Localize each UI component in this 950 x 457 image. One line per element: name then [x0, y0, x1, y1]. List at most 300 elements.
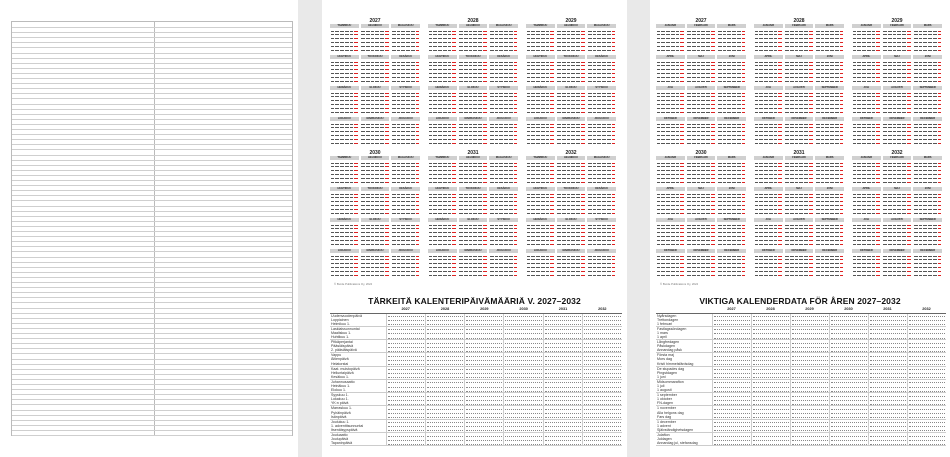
day-row-mark — [340, 102, 344, 105]
day-row-mark — [567, 176, 571, 179]
day-row-mark — [345, 269, 349, 272]
day-row-mark — [495, 226, 499, 229]
day-row-mark — [397, 210, 401, 213]
day-row-mark — [550, 207, 554, 210]
day-row-mark — [597, 269, 601, 272]
day-row-mark — [701, 29, 705, 32]
day-row-mark — [835, 140, 839, 143]
day-row-mark — [666, 137, 670, 140]
day-row-mark — [657, 133, 661, 136]
day-row-mark — [464, 241, 468, 244]
day-row-mark — [331, 257, 335, 260]
day-row-mark — [536, 257, 540, 260]
day-row-mark — [593, 234, 597, 237]
day-row-mark — [438, 210, 442, 213]
day-row-mark — [809, 94, 813, 97]
day-row-mark — [438, 269, 442, 272]
day-row-mark — [759, 63, 763, 66]
day-row-mark — [830, 75, 834, 78]
day-row-mark — [469, 36, 473, 39]
day-row-mark — [340, 234, 344, 237]
day-row-mark — [914, 140, 918, 143]
day-row-mark — [504, 192, 508, 195]
day-row-mark — [676, 106, 680, 109]
day-row-mark — [438, 161, 442, 164]
day-row-mark — [469, 125, 473, 128]
day-row-mark — [371, 226, 375, 229]
day-row-mark — [876, 36, 880, 39]
day-row-mark — [657, 261, 661, 264]
day-row-mark — [478, 226, 482, 229]
day-row-mark — [366, 226, 370, 229]
day-row-mark — [401, 257, 405, 260]
month-name: TAMMIKUU — [330, 156, 359, 160]
day-row-mark — [562, 78, 566, 81]
day-row-mark — [816, 98, 820, 101]
day-row-mark — [509, 223, 513, 226]
day-row-mark — [469, 67, 473, 70]
day-row-mark — [680, 94, 684, 97]
day-row-mark — [612, 40, 616, 43]
day-row-mark — [612, 44, 616, 47]
day-row-mark — [567, 102, 571, 105]
day-row-mark — [448, 122, 452, 125]
day-row-mark — [478, 257, 482, 260]
day-row-mark — [331, 230, 335, 233]
day-row-mark — [888, 78, 892, 81]
day-row-mark — [438, 32, 442, 35]
day-row-mark — [701, 129, 705, 132]
day-row-mark — [727, 36, 731, 39]
day-row-mark — [593, 179, 597, 182]
day-row-mark — [661, 199, 665, 202]
day-row-mark — [464, 125, 468, 128]
day-row-mark — [795, 40, 799, 43]
day-row-mark — [335, 241, 339, 244]
date-entry-mark — [466, 403, 502, 405]
day-row-mark — [350, 40, 354, 43]
day-row-mark — [361, 176, 365, 179]
day-row-mark — [862, 91, 866, 94]
day-row-mark — [366, 172, 370, 175]
day-row-mark — [790, 91, 794, 94]
day-row-mark — [867, 47, 871, 50]
day-row-mark — [350, 223, 354, 226]
day-row-mark — [331, 91, 335, 94]
day-row-mark — [790, 78, 794, 81]
day-row-mark — [340, 226, 344, 229]
day-row-mark — [718, 106, 722, 109]
day-row-mark — [888, 122, 892, 125]
day-row-mark — [607, 261, 611, 264]
day-row-mark — [737, 210, 741, 213]
day-row-mark — [509, 140, 513, 143]
day-row-mark — [862, 78, 866, 81]
day-row-mark — [495, 238, 499, 241]
day-row-mark — [821, 129, 825, 132]
day-row-mark — [448, 265, 452, 268]
day-row-mark — [438, 47, 442, 50]
day-row-mark — [727, 199, 731, 202]
day-row-mark — [499, 203, 503, 206]
day-row-mark — [723, 234, 727, 237]
day-row-mark — [862, 60, 866, 63]
day-row-mark — [459, 195, 463, 198]
day-row-mark — [385, 176, 389, 179]
day-row-mark — [483, 47, 487, 50]
day-row-mark — [680, 91, 684, 94]
day-row-mark — [697, 179, 701, 182]
month-calendar — [428, 249, 457, 278]
day-row-mark — [893, 63, 897, 66]
day-row-mark — [742, 40, 746, 43]
day-row-mark — [464, 94, 468, 97]
day-row-mark — [448, 67, 452, 70]
day-row-mark — [397, 94, 401, 97]
day-row-mark — [514, 161, 518, 164]
day-row-mark — [737, 75, 741, 78]
day-row-mark — [571, 122, 575, 125]
day-row-mark — [893, 71, 897, 74]
day-row-mark — [490, 203, 494, 206]
day-row-mark — [701, 207, 705, 210]
day-row-mark — [385, 36, 389, 39]
day-row-mark — [928, 75, 932, 78]
day-row-mark — [483, 179, 487, 182]
day-row-mark — [795, 94, 799, 97]
day-row-mark — [902, 133, 906, 136]
ruled-line — [12, 211, 292, 212]
day-row-mark — [443, 234, 447, 237]
day-row-mark — [607, 272, 611, 275]
day-row-mark — [816, 122, 820, 125]
day-row-mark — [562, 272, 566, 275]
ruled-line — [12, 246, 292, 247]
day-row-mark — [473, 234, 477, 237]
day-row-mark — [345, 122, 349, 125]
day-row-mark — [607, 91, 611, 94]
day-row-mark — [401, 94, 405, 97]
day-row-mark — [876, 102, 880, 105]
day-row-mark — [562, 109, 566, 112]
day-row-mark — [531, 67, 535, 70]
day-row-mark — [350, 234, 354, 237]
day-row-mark — [531, 140, 535, 143]
day-row-mark — [340, 78, 344, 81]
day-row-mark — [907, 106, 911, 109]
day-row-mark — [350, 195, 354, 198]
day-row-mark — [499, 67, 503, 70]
day-row-mark — [531, 272, 535, 275]
day-row-mark — [546, 78, 550, 81]
day-row-mark — [742, 63, 746, 66]
day-row-mark — [469, 199, 473, 202]
day-row-mark — [697, 238, 701, 241]
day-row-mark — [459, 78, 463, 81]
day-row-mark — [380, 172, 384, 175]
day-row-mark — [862, 94, 866, 97]
day-row-mark — [371, 78, 375, 81]
day-row-mark — [459, 32, 463, 35]
day-row-mark — [473, 261, 477, 264]
day-row-mark — [443, 238, 447, 241]
ruled-line — [12, 308, 292, 309]
day-row-mark — [742, 230, 746, 233]
day-row-mark — [354, 210, 358, 213]
day-row-mark — [411, 238, 415, 241]
day-row-mark — [657, 203, 661, 206]
day-row-mark — [732, 199, 736, 202]
day-row-mark — [711, 172, 715, 175]
day-row-mark — [723, 94, 727, 97]
day-row-mark — [483, 226, 487, 229]
swedish-calendar-page — [650, 0, 950, 457]
day-row-mark — [557, 234, 561, 237]
day-row-mark — [448, 172, 452, 175]
day-row-mark — [588, 98, 592, 101]
day-row-mark — [550, 29, 554, 32]
month-calendar — [754, 117, 783, 146]
day-row-mark — [597, 164, 601, 167]
day-row-mark — [366, 195, 370, 198]
day-row-mark — [701, 122, 705, 125]
day-row-mark — [416, 234, 420, 237]
day-row-mark — [897, 137, 901, 140]
month-calendar — [361, 55, 390, 84]
day-row-mark — [433, 32, 437, 35]
day-row-mark — [504, 47, 508, 50]
day-row-mark — [490, 199, 494, 202]
day-row-mark — [701, 133, 705, 136]
month-name: AUGUSTI — [785, 86, 814, 90]
day-row-mark — [742, 207, 746, 210]
day-row-mark — [567, 234, 571, 237]
day-row-mark — [718, 223, 722, 226]
day-row-mark — [392, 137, 396, 140]
day-row-mark — [816, 44, 820, 47]
day-row-mark — [581, 75, 585, 78]
day-row-mark — [550, 265, 554, 268]
day-row-mark — [567, 106, 571, 109]
day-row-mark — [588, 192, 592, 195]
day-row-mark — [557, 261, 561, 264]
day-row-mark — [527, 125, 531, 128]
day-row-mark — [774, 106, 778, 109]
day-row-mark — [755, 67, 759, 70]
day-row-mark — [597, 40, 601, 43]
day-row-mark — [671, 172, 675, 175]
month-calendar — [361, 24, 390, 53]
day-row-mark — [666, 102, 670, 105]
day-row-mark — [452, 60, 456, 63]
day-row-mark — [411, 32, 415, 35]
day-row-mark — [392, 265, 396, 268]
day-row-mark — [571, 207, 575, 210]
day-row-mark — [657, 98, 661, 101]
day-row-mark — [893, 133, 897, 136]
day-row-mark — [392, 230, 396, 233]
day-row-mark — [778, 60, 782, 63]
day-row-mark — [687, 168, 691, 171]
month-name: TOUKOKUU — [361, 187, 390, 191]
day-row-mark — [361, 133, 365, 136]
day-row-mark — [490, 137, 494, 140]
day-row-mark — [536, 29, 540, 32]
day-row-mark — [737, 109, 741, 112]
day-row-mark — [459, 36, 463, 39]
day-row-mark — [867, 78, 871, 81]
day-row-mark — [692, 29, 696, 32]
day-row-mark — [380, 272, 384, 275]
day-row-mark — [607, 195, 611, 198]
day-row-mark — [888, 140, 892, 143]
day-row-mark — [541, 241, 545, 244]
day-row-mark — [416, 203, 420, 206]
day-row-mark — [392, 192, 396, 195]
day-row-mark — [380, 257, 384, 260]
day-row-mark — [429, 125, 433, 128]
day-row-mark — [769, 125, 773, 128]
day-row-mark — [732, 172, 736, 175]
day-row-mark — [469, 192, 473, 195]
day-row-mark — [536, 94, 540, 97]
day-row-mark — [527, 179, 531, 182]
month-name: HELMIKUU — [459, 156, 488, 160]
day-row-mark — [366, 168, 370, 171]
day-row-mark — [443, 44, 447, 47]
month-name: SEPTEMBER — [717, 218, 746, 222]
day-row-mark — [737, 241, 741, 244]
day-row-mark — [438, 223, 442, 226]
day-row-mark — [897, 40, 901, 43]
day-row-mark — [514, 94, 518, 97]
day-row-mark — [514, 109, 518, 112]
day-row-mark — [443, 32, 447, 35]
day-row-mark — [531, 192, 535, 195]
day-row-mark — [411, 192, 415, 195]
day-row-mark — [350, 44, 354, 47]
day-row-mark — [406, 269, 410, 272]
day-row-mark — [602, 172, 606, 175]
day-row-mark — [676, 47, 680, 50]
day-row-mark — [331, 67, 335, 70]
day-row-mark — [612, 133, 616, 136]
day-row-mark — [778, 133, 782, 136]
day-row-mark — [331, 125, 335, 128]
day-row-mark — [392, 71, 396, 74]
day-row-mark — [448, 63, 452, 66]
day-row-mark — [706, 125, 710, 128]
day-row-mark — [452, 207, 456, 210]
day-row-mark — [759, 40, 763, 43]
day-row-mark — [375, 254, 379, 257]
day-row-mark — [732, 122, 736, 125]
day-row-mark — [612, 261, 616, 264]
day-row-mark — [711, 106, 715, 109]
day-row-mark — [473, 241, 477, 244]
day-row-mark — [397, 106, 401, 109]
day-row-mark — [919, 133, 923, 136]
day-row-mark — [509, 230, 513, 233]
day-row-mark — [597, 94, 601, 97]
day-row-mark — [680, 137, 684, 140]
day-row-mark — [371, 168, 375, 171]
day-row-mark — [897, 60, 901, 63]
day-row-mark — [385, 60, 389, 63]
day-row-mark — [478, 192, 482, 195]
day-row-mark — [361, 269, 365, 272]
ruled-line — [12, 119, 292, 120]
day-row-mark — [919, 109, 923, 112]
day-row-mark — [933, 67, 937, 70]
day-row-mark — [452, 91, 456, 94]
day-row-mark — [550, 269, 554, 272]
day-row-mark — [438, 91, 442, 94]
day-row-mark — [509, 192, 513, 195]
day-row-mark — [697, 241, 701, 244]
day-row-mark — [593, 199, 597, 202]
day-row-mark — [531, 44, 535, 47]
month-name: TAMMIKUU — [526, 156, 555, 160]
day-row-mark — [867, 94, 871, 97]
month-calendar — [913, 86, 942, 115]
day-row-mark — [478, 168, 482, 171]
day-row-mark — [371, 67, 375, 70]
day-row-mark — [923, 47, 927, 50]
day-row-mark — [718, 241, 722, 244]
day-row-mark — [345, 109, 349, 112]
day-row-mark — [919, 129, 923, 132]
day-row-mark — [345, 226, 349, 229]
day-row-mark — [411, 172, 415, 175]
ruled-line — [12, 170, 292, 171]
day-row-mark — [350, 78, 354, 81]
month-calendar — [459, 117, 488, 146]
month-name: NOVEMBER — [883, 117, 912, 121]
day-row-mark — [602, 137, 606, 140]
day-row-mark — [371, 161, 375, 164]
day-row-mark — [411, 102, 415, 105]
day-row-mark — [429, 161, 433, 164]
day-row-mark — [825, 98, 829, 101]
day-row-mark — [366, 238, 370, 241]
day-row-mark — [718, 203, 722, 206]
day-row-mark — [416, 210, 420, 213]
day-row-mark — [406, 67, 410, 70]
ruled-line — [12, 155, 292, 156]
day-row-mark — [671, 78, 675, 81]
day-row-mark — [888, 63, 892, 66]
day-row-mark — [469, 109, 473, 112]
day-row-mark — [464, 32, 468, 35]
day-row-mark — [473, 226, 477, 229]
day-row-mark — [478, 269, 482, 272]
day-row-mark — [581, 40, 585, 43]
day-row-mark — [331, 210, 335, 213]
day-row-mark — [438, 207, 442, 210]
day-row-mark — [392, 261, 396, 264]
day-row-mark — [711, 36, 715, 39]
day-row-mark — [340, 254, 344, 257]
day-row-mark — [571, 106, 575, 109]
day-row-mark — [661, 129, 665, 132]
month-calendar — [391, 187, 420, 216]
day-row-mark — [661, 32, 665, 35]
day-row-mark — [666, 203, 670, 206]
day-row-mark — [597, 254, 601, 257]
day-row-mark — [676, 36, 680, 39]
day-row-mark — [602, 161, 606, 164]
